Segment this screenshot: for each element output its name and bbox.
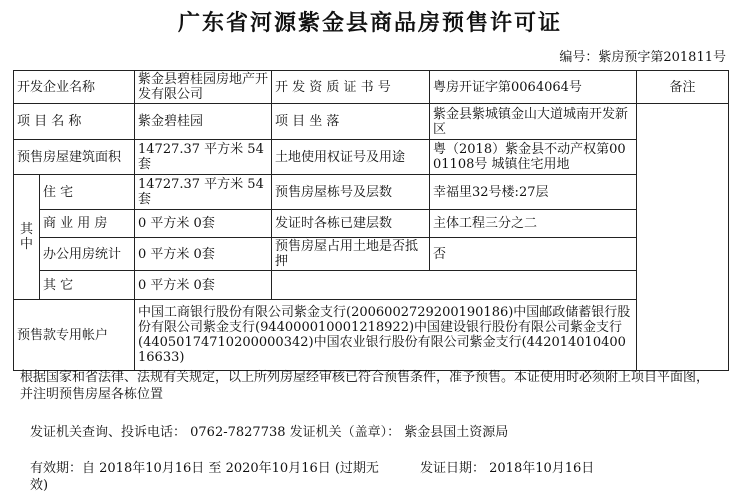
table-row [14,300,729,371]
residential-label: 住 宅 [40,175,135,210]
location-value: 紫金县紫城镇金山大道城南开发新区 [430,104,637,140]
validity-period: 有效期：自 2018年10月16日 至 2020年10月16日 (过期无效) [30,461,379,493]
qualification-label: 开 发 资 质 证 书 号 [272,71,430,104]
table-row [14,271,729,300]
permit-table [13,70,729,371]
developer-label: 开发企业名称 [14,71,135,104]
land-cert-value: 粤（2018）紫金县不动产权第0001108号 城镇住宅用地 [430,140,637,175]
complaint-contact: 发证机关查询、投诉电话： 0762-7827738 发证机关（盖章）： 紫金县国土资源局 [30,425,509,440]
commercial-label: 商 业 用 房 [40,210,135,238]
issue-date: 发证日期： 2018年10月16日 [420,461,595,476]
mortgage-label: 预售房屋占用土地是否抵押 [272,238,430,271]
land-cert-label: 土地使用权证号及用途 [272,140,430,175]
permit-serial-number: 编号：紫房预字第201811号 [559,50,726,65]
floors-built-label: 发证时各栋已建层数 [272,210,430,238]
project-name-value: 紫金碧桂园 [135,104,272,140]
other-label: 其 它 [40,271,135,300]
of-which-label: 其 中 [14,175,40,300]
building-floors-label: 预售房屋栋号及层数 [272,175,430,210]
presale-area-label: 预售房屋建筑面积 [14,140,135,175]
table-row [14,238,729,271]
office-value: 0 平方米 0套 [135,238,272,271]
residential-value: 14727.37 平方米 54套 [135,175,272,210]
account-value: 中国工商银行股份有限公司紫金支行(2006002729200190186)中国邮政储蓄银行股份有限公司紫金支行(944000010001218922)中国建设银行股份有限公司紫金支行(44050174710200000342)中国农业银行股份有限公司紫金支行(44201401040016633) [135,300,637,371]
project-name-label: 项 目 名 称 [14,104,135,140]
table-row [14,71,729,104]
empty-cell [272,271,637,300]
table-row [14,104,729,140]
location-label: 项 目 坐 落 [272,104,430,140]
mortgage-value: 否 [430,238,637,271]
presale-area-value: 14727.37 平方米 54套 [135,140,272,175]
building-floors-value: 幸福里32号楼:27层 [430,175,637,210]
table-row [14,140,729,175]
remarks-label: 备注 [637,71,729,104]
page-title: 广东省河源紫金县商品房预售许可证 [177,10,562,36]
qualification-value: 粤房开证字第0064064号 [430,71,637,104]
other-value: 0 平方米 0套 [135,271,272,300]
floors-built-value: 主体工程三分之二 [430,210,637,238]
developer-value: 紫金县碧桂园房地产开发有限公司 [135,71,272,104]
commercial-value: 0 平方米 0套 [135,210,272,238]
account-label: 预售款专用帐户 [14,300,135,371]
remarks-cell [637,104,729,371]
table-row [14,210,729,238]
statement-text: 根据国家和省法律、法规有关规定，以上所列房屋经审核已符合预售条件，准予预售。本证使用时必须附上项目平面图，并注明预售房屋各栋位置 [20,370,710,402]
table-row [14,175,729,210]
office-label: 办公用房统计 [40,238,135,271]
